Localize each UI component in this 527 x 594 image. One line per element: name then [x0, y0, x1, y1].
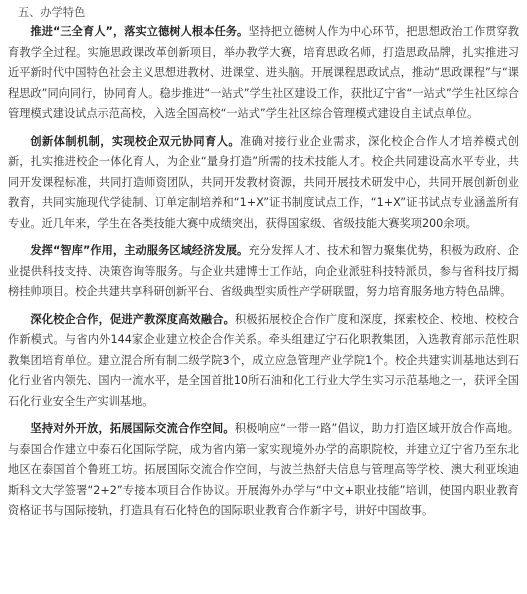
paragraph-body: 积极响应“一带一路”倡议，助力打造区域开放合作高地。与泰国合作建立中泰石化国际学院，成为省内第一家实现境外办学的高职院校，并建立辽宁省乃至东北地区在泰国首个鲁班工坊。拓展国际交流合作空间，与波兰热舒夫信息与管理高等学校、澳大利亚埃迪斯科文大学签署“2+2”专接本项目合作协议。开展海外办学与“中文+职业技能”培训，使国内职业教育资格证书与国际接轨，打造具有石化特色的国际职业教育合作新字号，讲好中国故事。 [8, 422, 519, 517]
paragraph-lead: 发挥“智库”作用，主动服务区域经济发展。 [30, 244, 249, 257]
paragraph-lead: 坚持对外开放，拓展国际交流合作空间。 [30, 422, 235, 435]
paragraph-body: 充分发挥人才、技术和智力聚集优势，积极为政府、企业提供科技支持、决策咨询等服务。与企业共建博士工作站，向企业派驻科技特派员，参与省科技厅揭榜挂帅项目。校企共建共享科研创新平台、省级典型实质性产学研联盟，努力培育服务地方特色品牌。 [8, 244, 519, 298]
paragraph-three-all-education [8, 22, 519, 125]
paragraph-body: 积极拓展校企合作广度和深度，探索校企、校地、校校合作新模式。与省内外144家企业建立校企合作关系。牵头组建辽宁石化职教集团，入选教育部示范性职教集团培育单位。建立混合所有制二级学院3个，成立应急管理产业学院1个。校企共建实训基地达到石化行业省内领先、国内一流水平，是全国首批10所石油和化工行业大学生实习示范基地之一，获评全国石化行业安全生产实训基地。 [8, 312, 519, 408]
paragraph-think-tank [8, 241, 519, 303]
paragraph-body: 坚持把立德树人作为中心环节，把思想政治工作贯穿教育教学全过程。实施思政课改革创新项目，举办教学大赛，培育思政名师，打造思政品牌，扎实推进习近平新时代中国特色社会主义思想进教材、进课堂、进头脑。开展课程思政试点，推动“思政课程”与“课程思政”同向同行，协同育人。稳步推进“一站式”学生社区建设工作，获批辽宁省“一站式”学生社区综合管理模式建设试点示范高校，入选全国高校“一站式”学生社区综合管理模式建设自主试点单位。 [8, 25, 519, 120]
paragraph-lead: 推进“三全育人”，落实立德树人根本任务。 [30, 25, 249, 38]
paragraph-international-cooperation [8, 419, 519, 522]
section-heading: 五、办学特色 [18, 6, 86, 19]
paragraph-body: 准确对接行业企业需求，深化校企合作人才培养模式创新，扎实推进校企一体化育人，为企业“量身打造”所需的技术技能人才。校企共同建设高水平专业，共同开发课程标准，共同打造师资团队，共同开发教材资源，共同开展技术研发中心，共同开展创新创业教育，共同实施现代学徒制、订单定制培养和“1+X”证书制度试点工作，“1+X”证书试点专业涵盖所有专业。近几年来，学生在各类技能大赛中成绩突出，获得国家级、省级技能大赛奖项200余项。 [8, 134, 519, 230]
paragraph-lead: 深化校企合作，促进产教深度高效融合。 [30, 312, 235, 326]
paragraph-school-enterprise-mechanism [8, 132, 519, 235]
paragraph-lead: 创新体制机制，实现校企双元协同育人。 [30, 134, 240, 148]
paragraph-industry-education-integration [8, 310, 519, 413]
